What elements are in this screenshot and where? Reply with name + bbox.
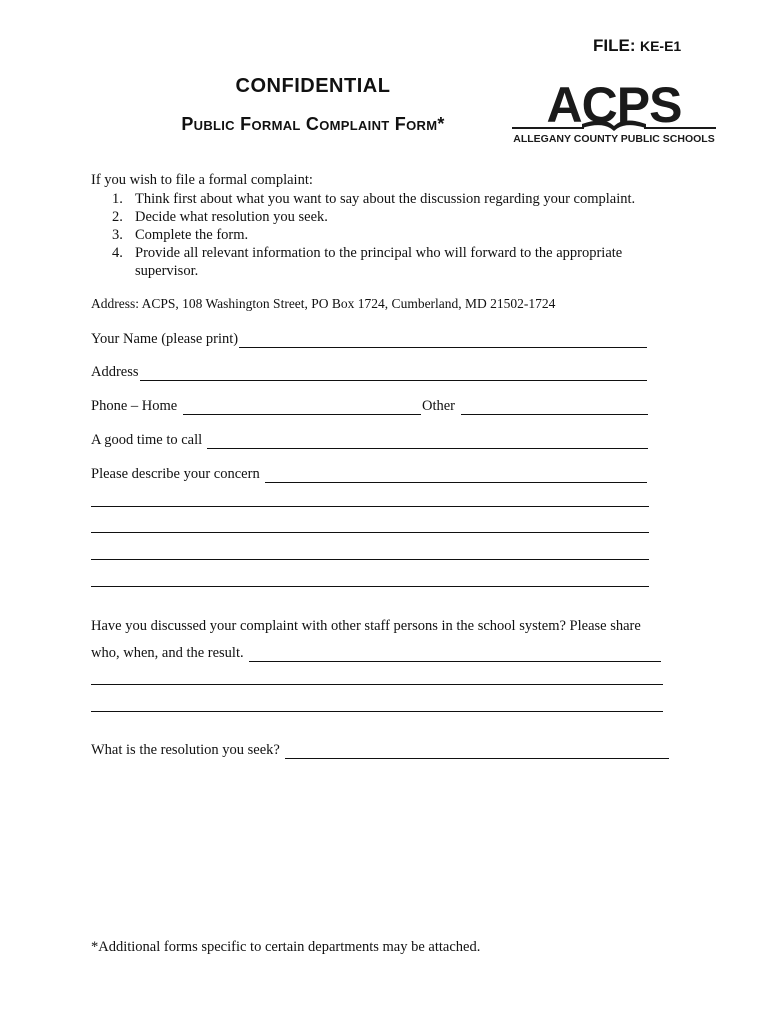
concern-extra-line[interactable] [91, 532, 649, 533]
concern-field[interactable] [91, 466, 647, 483]
discussed-extra-line[interactable] [91, 711, 663, 712]
acps-logo [504, 78, 724, 148]
phone-home-input-line[interactable] [183, 402, 421, 415]
name-field[interactable] [91, 331, 647, 348]
step-item: 3. Complete the form. [112, 227, 249, 243]
concern-extra-line[interactable] [91, 586, 649, 587]
address-field[interactable] [91, 364, 647, 381]
address-input-line[interactable] [140, 368, 647, 381]
discussed-label: who, when, and the result. [91, 645, 244, 661]
good-time-label: A good time to call [91, 432, 203, 448]
address-label: Address [91, 364, 139, 380]
step-item: 2. Decide what resolution you seek. [112, 209, 328, 225]
discussed-extra-line[interactable] [91, 684, 663, 685]
phone-other-field[interactable] [422, 398, 648, 415]
concern-input-line[interactable] [265, 470, 647, 483]
good-time-input-line[interactable] [207, 436, 648, 449]
file-code-value: KE-E1 [639, 38, 682, 54]
name-input-line[interactable] [239, 335, 647, 348]
concern-extra-line[interactable] [91, 506, 649, 507]
mailing-address: Address: ACPS, 108 Washington Street, PO Box 1724, Cumberland, MD 21502-1724 [91, 296, 556, 311]
concern-extra-line[interactable] [91, 559, 649, 560]
phone-other-input-line[interactable] [461, 402, 648, 415]
confidential-heading: CONFIDENTIAL [235, 75, 391, 97]
logo-text: ACPS [546, 78, 682, 133]
instructions-intro: If you wish to file a formal complaint: [91, 172, 313, 188]
footnote: *Additional forms specific to certain departments may be attached. [91, 939, 481, 955]
step-item: 1. Think first about what you want to say about the discussion regarding your complaint. [112, 191, 636, 207]
form-title: Public Formal Complaint Form* [181, 114, 445, 134]
discussed-question: Have you discussed your complaint with other staff persons in the school system? Please share [91, 618, 641, 634]
resolution-input-line[interactable] [285, 746, 669, 759]
instruction-steps [112, 190, 672, 280]
concern-label: Please describe your concern [91, 466, 260, 482]
phone-other-label: Other [422, 398, 456, 414]
step-item: 4. Provide all relevant information to the principal who will forward to the appropriate supervisor. [112, 245, 623, 279]
phone-home-field[interactable] [91, 398, 421, 415]
file-label: FILE: [593, 36, 636, 55]
discussed-field[interactable] [91, 645, 661, 662]
resolution-field[interactable] [91, 742, 669, 759]
name-label: Your Name (please print) [91, 331, 239, 347]
good-time-field[interactable] [91, 432, 648, 449]
phone-home-label: Phone – Home [91, 398, 178, 414]
resolution-label: What is the resolution you seek? [91, 742, 280, 758]
discussed-input-line[interactable] [249, 649, 661, 662]
file-code [593, 36, 681, 56]
logo-subtitle: ALLEGANY COUNTY PUBLIC SCHOOLS [513, 133, 715, 145]
